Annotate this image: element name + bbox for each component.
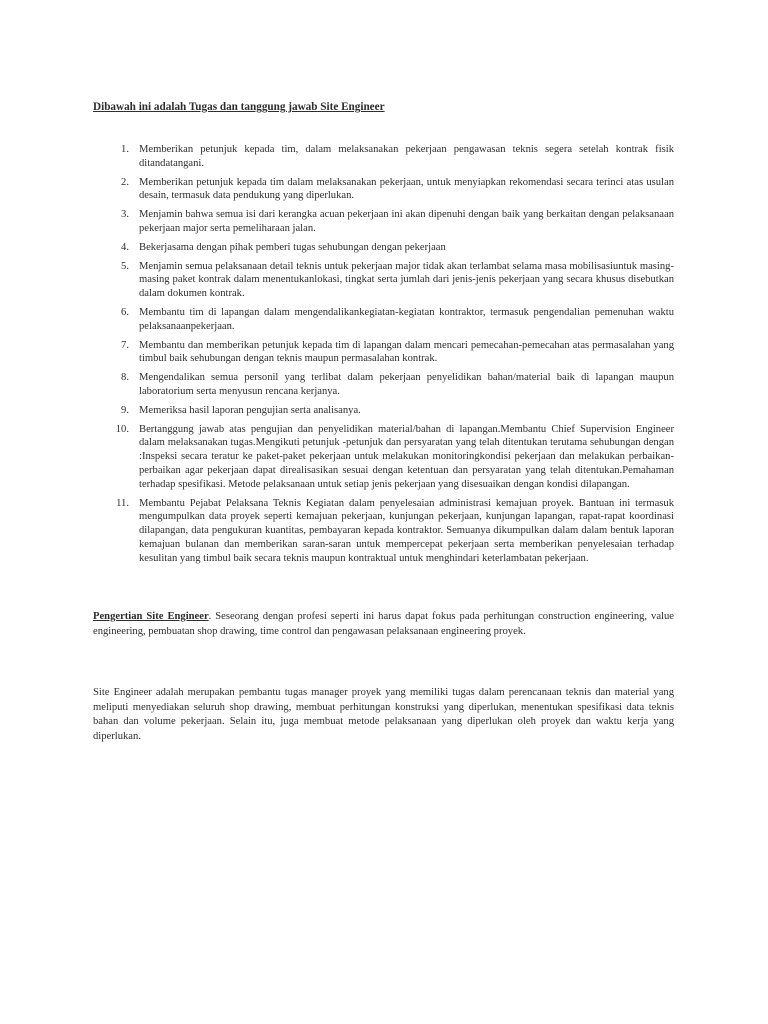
list-item	[93, 143, 674, 171]
list-item	[93, 260, 674, 301]
task-list	[93, 143, 674, 571]
definition-term: Pengertian Site Engineer	[93, 611, 209, 622]
list-item	[93, 306, 674, 334]
list-number: 4.	[121, 241, 129, 253]
list-item-text: Memeriksa hasil laporan pengujian serta analisanya.	[139, 404, 361, 416]
definition-text: . Seseorang dengan profesi seperti ini harus dapat fokus pada perhitungan construction engineering, value engineering, pembuatan shop drawing, time control dan pengawasan pelaksanaan engineering proyek.	[93, 611, 674, 637]
page-heading: Dibawah ini adalah Tugas dan tanggung jawab Site Engineer	[93, 101, 385, 113]
list-item	[93, 497, 674, 566]
list-item	[93, 371, 674, 399]
list-item-text: Bertanggung jawab atas pengujian dan penyelidikan material/bahan di lapangan.Membantu Chief Supervision Engineer dalam melaksanakan tugas.Mengikuti petunjuk -petunjuk dan persyaratan yang telah ditentukan terutama sehubungan dengan :Inspeksi secara teratur ke paket-paket pekerjaan untuk melakukan monitoringkondisi pekerjaan dan melakukan perbaikan-perbaikan agar pekerjaan dapat direalisasikan sesuai dengan ketentuan dan persyaratan yang telah ditentukan.Pemahaman terhadap spesifikasi. Metode pelaksanaan untuk setiap jenis pekerjaan yang disesuaikan dengan kondisi dilapangan.	[139, 423, 674, 490]
list-number: 1.	[121, 144, 129, 155]
closing-paragraph: Site Engineer adalah merupakan pembantu tugas manager proyek yang memiliki tugas dalam perencanaan teknis dan material yang meliputi menyediakan seluruh shop drawing, membuat perhitungan konstruksi yang diperlukan, menentukan spesifikasi data teknis bahan dan volume pekerjaan. Selain itu, juga membuat metode pelaksanaan yang diperlukan oleh proyek dan waktu kerja yang diperlukan.	[93, 687, 674, 742]
list-item	[93, 404, 674, 418]
list-number: 3.	[121, 209, 129, 221]
list-number: 7.	[121, 339, 129, 351]
list-item	[93, 423, 674, 492]
list-number: 6.	[121, 306, 129, 318]
list-number: 9.	[121, 404, 129, 416]
definition-paragraph	[93, 610, 674, 639]
list-number: 10.	[115, 423, 129, 435]
list-number: 5.	[121, 260, 129, 272]
list-item-text: Memberikan petunjuk kepada tim dalam melaksanakan pekerjaan, untuk menyiapkan rekomendasi secara terinci atas usulan desain, termasuk data pendukung yang diperlukan.	[139, 176, 674, 202]
list-item-text: Membantu dan memberikan petunjuk kepada tim di lapangan dalam mencari pemecahan-pemecahan atas permasalahan yang timbul baik sehubungan dengan teknis maupun permasalahan kontrak.	[139, 339, 674, 365]
list-item-text: Menjamin semua pelaksanaan detail teknis untuk pekerjaan major tidak akan terlambat selama masa mobilisasiuntuk masing-masing paket kontrak dalam menentukanlokasi, tingkat serta jumlah dari jenis-jenis pekerjaan yang secara khusus disebutkan dalam dokumen kontrak.	[139, 260, 674, 300]
list-item-text: Memberikan petunjuk kepada tim, dalam melaksanakan pekerjaan pengawasan teknis segera setelah kontrak fisik ditandatangani.	[139, 144, 674, 169]
list-item-text: Membantu tim di lapangan dalam mengendalikankegiatan-kegiatan kontraktor, termasuk pengendalian pemenuhan waktu pelaksanaanpekerjaan.	[139, 306, 674, 332]
list-item	[93, 176, 674, 204]
list-item-text: Bekerjasama dengan pihak pemberi tugas sehubungan dengan pekerjaan	[139, 241, 446, 253]
list-number: 2.	[121, 176, 129, 188]
list-number: 8.	[121, 372, 129, 384]
list-item-text: Menjamin bahwa semua isi dari kerangka acuan pekerjaan ini akan dipenuhi dengan baik yang berkaitan dengan pelaksanaan pekerjaan major serta pemeliharaan jalan.	[139, 209, 674, 234]
list-number: 11.	[116, 497, 129, 509]
list-item-text: Mengendalikan semua personil yang terlibat dalam pekerjaan penyelidikan bahan/material baik di lapangan maupun laboratorium serta menyusun rencana kerjanya.	[139, 372, 674, 397]
list-item-text: Membantu Pejabat Pelaksana Teknis Kegiatan dalam penyelesaian administrasi kemajuan proyek. Bantuan ini termasuk mengumpulkan data proyek seperti kemajuan pekerjaan, kunjungan pekerjaan, kunjungan lapangan, rapat-rapat koordinasi dilapangan, data pengukuran kuantitas, pembayaran kepada kontraktor. Semuanya dikumpulkan dalam dalam bentuk laporan kemajuan bulanan dan memberikan saran-saran untuk mempercepat pekerjaan serta memberikan penyelesaian terhadap kesulitan yang timbul baik secara teknis maupun kontraktual untuk menghindari keterlambatan pekerjaan.	[139, 497, 674, 564]
list-item	[93, 208, 674, 236]
list-item	[93, 339, 674, 367]
list-item	[93, 241, 674, 255]
